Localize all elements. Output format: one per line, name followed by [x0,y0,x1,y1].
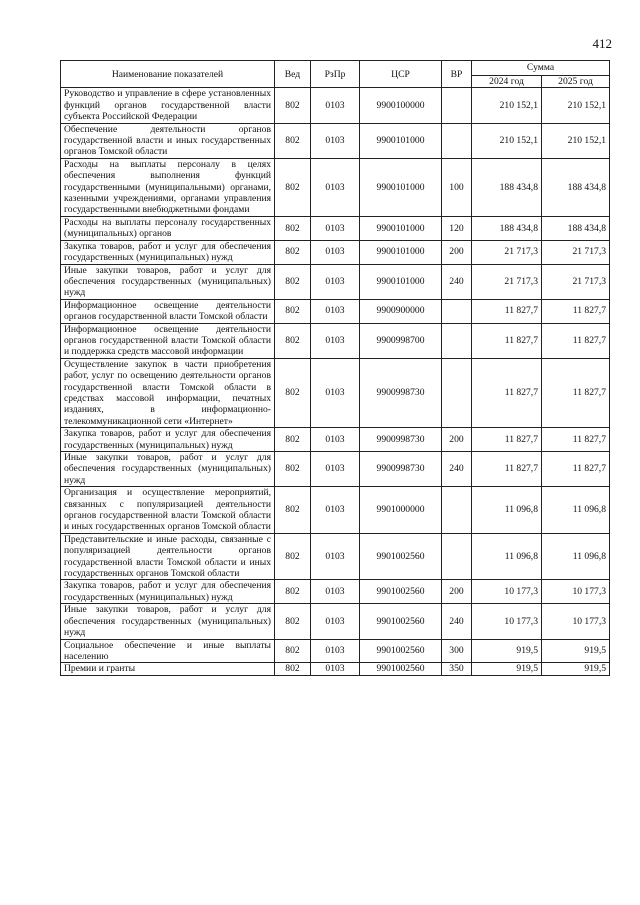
row-sum-2025: 188 434,8 [542,216,610,240]
header-vr: ВР [442,61,472,88]
row-csr: 9901002560 [360,580,442,604]
row-ved: 802 [275,580,311,604]
row-ved: 802 [275,639,311,663]
row-name: Закупка товаров, работ и услуг для обеспечения государственных (муниципальных) нужд [61,428,275,452]
header-ved: Вед [275,61,311,88]
header-year-2024: 2024 год [472,76,542,88]
row-sum-2025: 11 827,7 [542,358,610,427]
row-ved: 802 [275,123,311,158]
table-row [61,533,610,580]
row-csr: 9900998730 [360,452,442,487]
row-rzpr: 0103 [311,264,360,299]
budget-table [60,60,610,676]
row-ved: 802 [275,604,311,639]
row-vr [442,123,472,158]
row-sum-2025: 11 827,7 [542,452,610,487]
row-name: Представительские и иные расходы, связанные с популяризацией деятельности органов государственной власти Томской области и иных государственных органов Томской области [61,533,275,580]
row-name: Социальное обеспечение и иные выплаты населению [61,639,275,663]
row-sum-2025: 21 717,3 [542,264,610,299]
table-row [61,123,610,158]
row-rzpr: 0103 [311,240,360,264]
row-sum-2024: 21 717,3 [472,240,542,264]
row-sum-2024: 11 827,7 [472,358,542,427]
row-vr [442,88,472,123]
table-row [61,428,610,452]
row-rzpr: 0103 [311,663,360,675]
row-rzpr: 0103 [311,533,360,580]
row-name: Расходы на выплаты персоналу в целях обеспечения выполнения функций государственными (муниципальными) органами, казенными учреждениями, органами управления государственными внебюджетными фондами [61,158,275,216]
row-ved: 802 [275,452,311,487]
row-vr [442,323,472,358]
table-row [61,299,610,323]
row-sum-2024: 210 152,1 [472,88,542,123]
row-sum-2025: 210 152,1 [542,123,610,158]
row-name: Премии и гранты [61,663,275,675]
row-sum-2024: 11 827,7 [472,428,542,452]
row-name: Организация и осуществление мероприятий, связанных с популяризацией деятельности органов государственной власти Томской области и иных государственных органов Томской области [61,487,275,534]
row-vr: 120 [442,216,472,240]
header-rzpr: РзПр [311,61,360,88]
row-rzpr: 0103 [311,158,360,216]
row-sum-2024: 21 717,3 [472,264,542,299]
row-sum-2025: 21 717,3 [542,240,610,264]
row-csr: 9900101000 [360,123,442,158]
row-csr: 9900998700 [360,323,442,358]
row-rzpr: 0103 [311,452,360,487]
row-name: Иные закупки товаров, работ и услуг для обеспечения государственных (муниципальных) нужд [61,452,275,487]
row-sum-2025: 11 827,7 [542,299,610,323]
row-csr: 9901002560 [360,604,442,639]
header-sum: Сумма [472,61,610,76]
row-sum-2025: 11 096,8 [542,487,610,534]
row-rzpr: 0103 [311,323,360,358]
row-name: Иные закупки товаров, работ и услуг для обеспечения государственных (муниципальных) нужд [61,604,275,639]
row-csr: 9901000000 [360,487,442,534]
row-csr: 9901002560 [360,639,442,663]
row-sum-2025: 11 827,7 [542,428,610,452]
row-name: Информационное освещение деятельности органов государственной власти Томской области и поддержка средств массовой информации [61,323,275,358]
row-sum-2024: 11 827,7 [472,323,542,358]
row-vr [442,299,472,323]
row-sum-2025: 10 177,3 [542,604,610,639]
table-row [61,604,610,639]
row-vr: 200 [442,428,472,452]
header-name: Наименование показателей [61,61,275,88]
header-year-2025: 2025 год [542,76,610,88]
row-ved: 802 [275,358,311,427]
page-number: 412 [592,36,612,51]
row-sum-2025: 919,5 [542,663,610,675]
row-rzpr: 0103 [311,123,360,158]
row-csr: 9900101000 [360,158,442,216]
row-csr: 9900101000 [360,216,442,240]
row-rzpr: 0103 [311,487,360,534]
table-row [61,452,610,487]
row-csr: 9901002560 [360,663,442,675]
table-row [61,240,610,264]
table-row [61,663,610,675]
row-vr: 240 [442,604,472,639]
row-vr: 200 [442,240,472,264]
row-sum-2024: 11 096,8 [472,533,542,580]
row-csr: 9900100000 [360,88,442,123]
row-name: Расходы на выплаты персоналу государственных (муниципальных) органов [61,216,275,240]
table-row [61,264,610,299]
row-vr [442,487,472,534]
row-name: Закупка товаров, работ и услуг для обеспечения государственных (муниципальных) нужд [61,240,275,264]
row-vr: 350 [442,663,472,675]
table-header-row [61,61,610,76]
row-name: Информационное освещение деятельности органов государственной власти Томской области [61,299,275,323]
table-row [61,358,610,427]
row-rzpr: 0103 [311,216,360,240]
table-row [61,639,610,663]
row-ved: 802 [275,240,311,264]
row-sum-2024: 188 434,8 [472,216,542,240]
row-sum-2024: 11 096,8 [472,487,542,534]
table-row [61,323,610,358]
row-rzpr: 0103 [311,358,360,427]
row-ved: 802 [275,264,311,299]
row-rzpr: 0103 [311,88,360,123]
row-sum-2025: 10 177,3 [542,580,610,604]
table-row [61,487,610,534]
row-sum-2024: 11 827,7 [472,452,542,487]
table-row [61,580,610,604]
header-csr: ЦСР [360,61,442,88]
row-csr: 9900101000 [360,240,442,264]
row-sum-2024: 919,5 [472,663,542,675]
row-ved: 802 [275,487,311,534]
row-ved: 802 [275,88,311,123]
row-csr: 9900998730 [360,358,442,427]
row-ved: 802 [275,663,311,675]
row-vr [442,358,472,427]
row-name: Осуществление закупок в части приобретения работ, услуг по освещению деятельности органов государственной власти Томской области в средствах массовой информации, печатных изданиях, в информационно-телекоммуникационной сети «Интернет» [61,358,275,427]
row-sum-2024: 919,5 [472,639,542,663]
row-rzpr: 0103 [311,639,360,663]
table-row [61,158,610,216]
row-sum-2025: 11 827,7 [542,323,610,358]
row-sum-2025: 188 434,8 [542,158,610,216]
row-sum-2024: 10 177,3 [472,580,542,604]
row-csr: 9901002560 [360,533,442,580]
row-csr: 9900101000 [360,264,442,299]
row-sum-2025: 210 152,1 [542,88,610,123]
row-csr: 9900998730 [360,428,442,452]
row-rzpr: 0103 [311,580,360,604]
row-sum-2024: 10 177,3 [472,604,542,639]
row-name: Руководство и управление в сфере установленных функций органов государственной власти субъекта Российской Федерации [61,88,275,123]
row-ved: 802 [275,323,311,358]
row-rzpr: 0103 [311,428,360,452]
row-sum-2024: 188 434,8 [472,158,542,216]
row-ved: 802 [275,158,311,216]
row-ved: 802 [275,299,311,323]
row-vr: 240 [442,264,472,299]
row-vr: 100 [442,158,472,216]
row-name: Иные закупки товаров, работ и услуг для обеспечения государственных (муниципальных) нужд [61,264,275,299]
row-sum-2024: 11 827,7 [472,299,542,323]
row-ved: 802 [275,216,311,240]
row-ved: 802 [275,428,311,452]
row-rzpr: 0103 [311,299,360,323]
row-vr: 240 [442,452,472,487]
row-vr: 200 [442,580,472,604]
row-vr [442,533,472,580]
table-row [61,216,610,240]
row-rzpr: 0103 [311,604,360,639]
row-ved: 802 [275,533,311,580]
row-name: Закупка товаров, работ и услуг для обеспечения государственных (муниципальных) нужд [61,580,275,604]
row-sum-2025: 11 096,8 [542,533,610,580]
table-row [61,88,610,123]
row-csr: 9900900000 [360,299,442,323]
row-name: Обеспечение деятельности органов государственной власти и иных государственных органов Томской области [61,123,275,158]
row-sum-2024: 210 152,1 [472,123,542,158]
table-body [61,88,610,675]
row-sum-2025: 919,5 [542,639,610,663]
row-vr: 300 [442,639,472,663]
